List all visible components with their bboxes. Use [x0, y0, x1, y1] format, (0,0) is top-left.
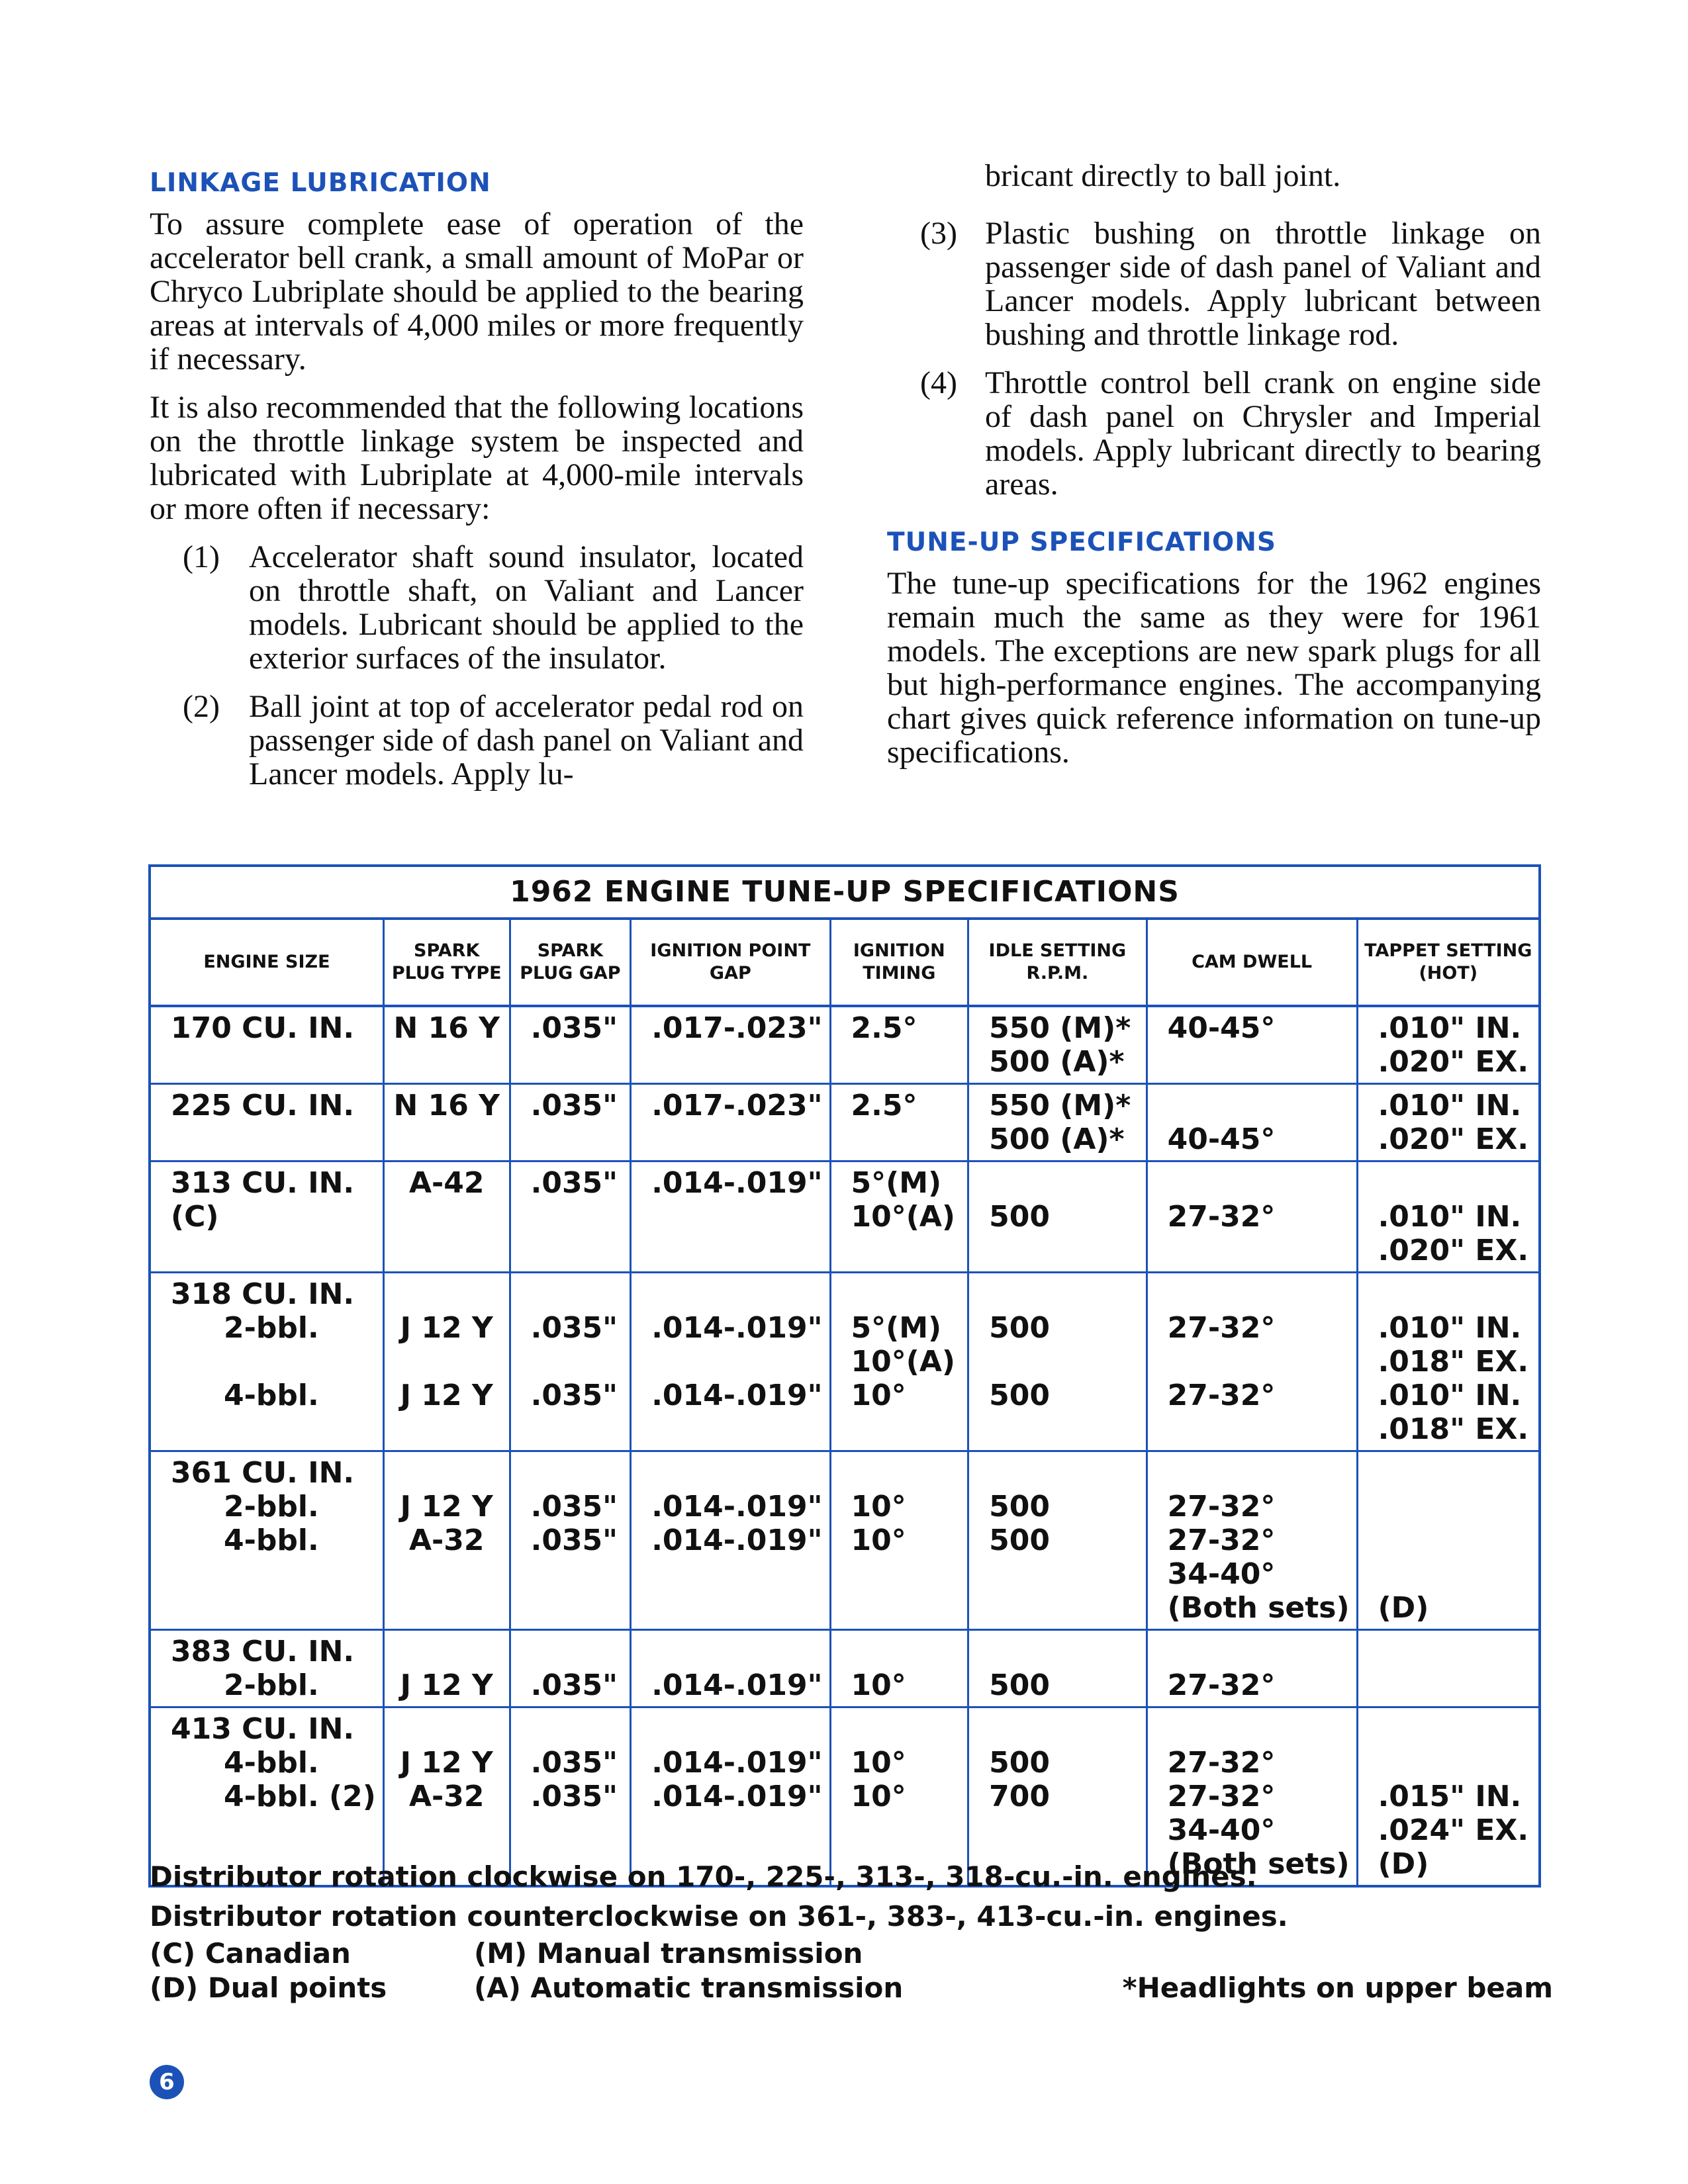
- engine-size-cell: [150, 1630, 383, 1707]
- column-header: IGNITION POINT GAP: [631, 919, 830, 1006]
- column-header: IGNITION TIMING: [830, 919, 968, 1006]
- cam-dwell-cell: [1147, 1630, 1357, 1707]
- cam-dwell-cell: [1147, 1451, 1357, 1630]
- cell-line: [1378, 1524, 1532, 1557]
- cell-line: 500 (A)*: [989, 1045, 1125, 1079]
- ignition-point-gap-cell: [631, 1006, 830, 1084]
- cell-line: [1168, 1635, 1350, 1668]
- tappet-setting-cell: [1357, 1273, 1540, 1451]
- list-text: Plastic bushing on throttle linkage on passenger side of dash panel of Valiant and Lancer models. Apply lubricant between bushing and throttle linkage rod.: [985, 216, 1541, 352]
- cell-line: 27-32°: [1167, 1490, 1276, 1524]
- ignition-timing-cell: [830, 1006, 968, 1084]
- cam-dwell-cell: [1147, 1084, 1357, 1161]
- spark-plug-type-cell: [383, 1451, 510, 1630]
- cell-line: 383 CU. IN.: [171, 1635, 355, 1668]
- cell-line: .024" EX.: [1378, 1813, 1529, 1847]
- cell-line: .035": [530, 1166, 618, 1200]
- cell-line: 500: [989, 1524, 1050, 1557]
- cell-line: .014-.019": [651, 1379, 823, 1412]
- cell-line: [389, 1712, 505, 1746]
- cell-line: 27-32°: [1167, 1668, 1276, 1702]
- cell-line: .035": [530, 1524, 618, 1557]
- cell-line: 10°: [851, 1524, 906, 1557]
- engine-size-cell: [150, 1451, 383, 1630]
- engine-size-cell: [150, 1006, 383, 1084]
- right-column: [887, 159, 1541, 784]
- cell-line: 10°: [851, 1490, 906, 1524]
- cell-line: [1168, 1277, 1350, 1311]
- linkage-paragraph-1: To assure complete ease of operation of the accelerator bell crank, a small amount of MoPar or Chryco Lubriplate should be applied to the bearing areas at intervals of 4,000 miles or more frequently if necessary.: [150, 206, 804, 377]
- cell-line: 500: [989, 1668, 1050, 1702]
- cell-line: 27-32°: [1167, 1311, 1276, 1345]
- left-column: [150, 159, 804, 805]
- cell-line: [1378, 1668, 1532, 1702]
- cell-line: 550 (M)*: [989, 1011, 1131, 1045]
- cell-line: .010" IN.: [1378, 1311, 1522, 1345]
- ignition-timing-cell: [830, 1273, 968, 1451]
- cell-line: 550 (M)*: [989, 1089, 1131, 1122]
- tappet-setting-cell: [1357, 1084, 1540, 1161]
- cell-line: .010" IN.: [1378, 1011, 1522, 1045]
- cell-line: [1378, 1712, 1532, 1746]
- cell-line: 4-bbl.: [224, 1524, 319, 1557]
- cell-line: .018" EX.: [1378, 1412, 1529, 1446]
- cell-line: [1378, 1277, 1532, 1311]
- cell-line: [389, 1635, 505, 1668]
- cell-line: 4-bbl.: [224, 1379, 319, 1412]
- cell-line: [989, 1345, 1139, 1379]
- table-row: [150, 1006, 1540, 1084]
- cell-line: (D): [1378, 1591, 1429, 1625]
- cell-line: .035": [530, 1780, 618, 1813]
- cam-dwell-cell: [1147, 1273, 1357, 1451]
- idle-setting-cell: [968, 1006, 1147, 1084]
- cell-line: .017-.023": [651, 1011, 823, 1045]
- cell-line: .014-.019": [651, 1490, 823, 1524]
- spark-plug-gap-cell: [510, 1084, 631, 1161]
- column-header: ENGINE SIZE: [150, 919, 383, 1006]
- cell-line: 27-32°: [1167, 1524, 1276, 1557]
- cell-line: [1168, 1712, 1350, 1746]
- table-row: [150, 1161, 1540, 1273]
- list-text: Ball joint at top of accelerator pedal rod on passenger side of dash panel on Valiant and Lancer models. Apply lu-: [249, 689, 804, 792]
- spark-plug-type-cell: [383, 1273, 510, 1451]
- cell-line: .035": [530, 1379, 618, 1412]
- cell-line: .014-.019": [651, 1780, 823, 1813]
- cell-line: 2-bbl.: [224, 1490, 319, 1524]
- ignition-timing-cell: [830, 1451, 968, 1630]
- cell-line: 10°(A): [851, 1200, 956, 1234]
- idle-setting-cell: [968, 1273, 1147, 1451]
- cell-line: 10°: [851, 1780, 906, 1813]
- note-clockwise: Distributor rotation clockwise on 170-, 225-, 313-, 318-cu.-in. engines.: [150, 1860, 1257, 1893]
- cell-line: A-32: [408, 1780, 485, 1813]
- ignition-point-gap-cell: [631, 1451, 830, 1630]
- list-text: Accelerator shaft sound insulator, located on throttle shaft, on Valiant and Lancer models. Lubricant should be applied to the exterior surfaces of the insulator.: [249, 539, 804, 676]
- cell-line: 700: [989, 1780, 1050, 1813]
- cell-line: [1378, 1635, 1532, 1668]
- cell-line: [1168, 1456, 1350, 1490]
- cell-line: 2-bbl.: [224, 1668, 319, 1702]
- list-text: Throttle control bell crank on engine side of dash panel on Chrysler and Imperial models. Apply lubricant directly to bearing areas.: [985, 365, 1541, 502]
- cell-line: [851, 1712, 961, 1746]
- tune-up-specifications-table: [148, 864, 1541, 1888]
- list-number: (2): [183, 689, 220, 724]
- cell-line: [1378, 1166, 1532, 1200]
- legend-row: [150, 1971, 1553, 2005]
- table-row: [150, 1084, 1540, 1161]
- legend-dual-points: (D) Dual points: [150, 1972, 387, 2004]
- list-item: [150, 690, 804, 791]
- cam-dwell-cell: [1147, 1006, 1357, 1084]
- cell-line: 413 CU. IN.: [171, 1712, 355, 1746]
- cell-line: .014-.019": [651, 1746, 823, 1780]
- idle-setting-cell: [968, 1630, 1147, 1707]
- table-notes: [150, 1857, 1553, 2005]
- ignition-point-gap-cell: [631, 1273, 830, 1451]
- engine-size-cell: [150, 1273, 383, 1451]
- cell-line: 2.5°: [851, 1089, 917, 1122]
- column-header: SPARK PLUG TYPE: [383, 919, 510, 1006]
- cell-line: 27-32°: [1167, 1379, 1276, 1412]
- cell-line: 5°(M): [851, 1166, 942, 1200]
- cell-line: [1378, 1490, 1532, 1524]
- cell-line: [989, 1277, 1139, 1311]
- cell-line: .035": [530, 1490, 618, 1524]
- engine-size-cell: [150, 1084, 383, 1161]
- cell-line: (Both sets): [1167, 1591, 1350, 1625]
- cell-line: [651, 1277, 822, 1311]
- cell-line: J 12 Y: [400, 1311, 493, 1345]
- cell-line: .014-.019": [651, 1311, 823, 1345]
- idle-setting-cell: [968, 1161, 1147, 1273]
- cell-line: 318 CU. IN.: [171, 1277, 355, 1311]
- cell-line: J 12 Y: [400, 1379, 493, 1412]
- cell-line: [531, 1456, 624, 1490]
- spark-plug-gap-cell: [510, 1451, 631, 1630]
- table-row: [150, 1630, 1540, 1707]
- cell-line: [989, 1712, 1139, 1746]
- cell-line: 361 CU. IN.: [171, 1456, 355, 1490]
- linkage-paragraph-2: It is also recommended that the following locations on the throttle linkage system be inspected and lubricated with Lubriplate at 4,000-mile intervals or more often if necessary:: [150, 390, 804, 526]
- list-item: [150, 540, 804, 675]
- cell-line: [1168, 1345, 1350, 1379]
- column-header: CAM DWELL: [1147, 919, 1357, 1006]
- tappet-setting-cell: [1357, 1630, 1540, 1707]
- cell-line: .035": [530, 1668, 618, 1702]
- cell-line: 10°: [851, 1668, 906, 1702]
- table-body: [150, 1006, 1540, 1886]
- cell-line: 34-40°: [1167, 1813, 1276, 1847]
- ignition-point-gap-cell: [631, 1630, 830, 1707]
- cell-line: A-32: [408, 1524, 485, 1557]
- cell-line: [1168, 1089, 1350, 1122]
- cell-line: [531, 1345, 624, 1379]
- cell-line: 500: [989, 1490, 1050, 1524]
- cell-line: 27-32°: [1167, 1780, 1276, 1813]
- cell-line: [989, 1456, 1139, 1490]
- tappet-setting-cell: [1357, 1451, 1540, 1630]
- cell-line: [851, 1277, 961, 1311]
- cell-line: .035": [530, 1746, 618, 1780]
- cell-line: [531, 1277, 624, 1311]
- cell-line: 34-40°: [1167, 1557, 1276, 1591]
- cell-line: 5°(M): [851, 1311, 942, 1345]
- cell-line: .035": [530, 1311, 618, 1345]
- cell-line: 10°: [851, 1746, 906, 1780]
- cell-line: 500: [989, 1746, 1050, 1780]
- cell-line: 500 (A)*: [989, 1122, 1125, 1156]
- list-number: (1): [183, 539, 220, 574]
- cell-line: .014-.019": [651, 1668, 823, 1702]
- cell-line: [531, 1712, 624, 1746]
- cell-line: 500: [989, 1200, 1050, 1234]
- cell-line: (D): [1378, 1847, 1429, 1881]
- ignition-point-gap-cell: [631, 1084, 830, 1161]
- cell-line: [651, 1635, 822, 1668]
- idle-setting-cell: [968, 1084, 1147, 1161]
- cell-line: .020" EX.: [1378, 1234, 1529, 1267]
- cell-line: .035": [530, 1011, 618, 1045]
- cell-line: [989, 1166, 1139, 1200]
- cell-line: 40-45°: [1167, 1122, 1276, 1156]
- spark-plug-gap-cell: [510, 1630, 631, 1707]
- cell-line: [389, 1345, 505, 1379]
- cell-line: 10°(A): [851, 1345, 956, 1379]
- legend-row: [150, 1936, 1553, 1971]
- cell-line: 225 CU. IN.: [171, 1089, 355, 1122]
- page-number-badge: 6: [150, 2065, 184, 2099]
- idle-setting-cell: [968, 1451, 1147, 1630]
- legend-headlights: *Headlights on upper beam: [1122, 1972, 1553, 2004]
- cell-line: 500: [989, 1379, 1050, 1412]
- cell-line: 4-bbl. (2): [224, 1780, 376, 1813]
- tappet-setting-cell: [1357, 1006, 1540, 1084]
- legend-automatic: (A) Automatic transmission: [474, 1972, 904, 2004]
- tune-up-table-wrapper: [148, 864, 1541, 1888]
- table-row: [150, 1273, 1540, 1451]
- cell-line: .020" EX.: [1378, 1045, 1529, 1079]
- cell-line: 2-bbl.: [224, 1311, 319, 1345]
- cell-line: [651, 1345, 822, 1379]
- list-number: (3): [920, 216, 957, 251]
- cell-line: A-42: [408, 1166, 485, 1200]
- cell-line: .014-.019": [651, 1166, 823, 1200]
- cam-dwell-cell: [1147, 1161, 1357, 1273]
- cell-line: (C): [171, 1200, 219, 1234]
- legend-manual: (M) Manual transmission: [474, 1937, 863, 1970]
- spark-plug-type-cell: [383, 1161, 510, 1273]
- cell-line: [389, 1456, 505, 1490]
- list-number: (4): [920, 365, 957, 400]
- list-item: [887, 216, 1541, 351]
- spark-plug-gap-cell: [510, 1006, 631, 1084]
- cell-line: 40-45°: [1167, 1011, 1276, 1045]
- cell-line: .015" IN.: [1378, 1780, 1522, 1813]
- cell-line: [989, 1635, 1139, 1668]
- cell-line: .035": [530, 1089, 618, 1122]
- tune-up-specifications-heading: TUNE-UP SPECIFICATIONS: [887, 527, 1276, 557]
- note-counterclockwise: Distributor rotation counterclockwise on 361-, 383-, 413-cu.-in. engines.: [150, 1900, 1288, 1933]
- cell-line: [851, 1456, 961, 1490]
- cell-line: 27-32°: [1167, 1200, 1276, 1234]
- table-row: [150, 1451, 1540, 1630]
- legend-canadian: (C) Canadian: [150, 1937, 351, 1970]
- cell-line: [171, 1345, 376, 1379]
- column-header: TAPPET SETTING (HOT): [1357, 919, 1540, 1006]
- column-header: IDLE SETTING R.P.M.: [968, 919, 1147, 1006]
- engine-size-cell: [150, 1161, 383, 1273]
- cell-line: .017-.023": [651, 1089, 823, 1122]
- cell-line: (Both sets): [1167, 1847, 1350, 1881]
- cell-line: [651, 1456, 822, 1490]
- cell-line: [851, 1635, 961, 1668]
- cell-line: .010" IN.: [1378, 1379, 1522, 1412]
- cell-line: 313 CU. IN.: [171, 1166, 355, 1200]
- cell-line: .014-.019": [651, 1524, 823, 1557]
- cell-line: .018" EX.: [1378, 1345, 1529, 1379]
- cell-line: N 16 Y: [393, 1011, 500, 1045]
- cell-line: [1168, 1166, 1350, 1200]
- cell-line: 500: [989, 1311, 1050, 1345]
- ignition-timing-cell: [830, 1161, 968, 1273]
- cell-line: [531, 1635, 624, 1668]
- cell-line: 2.5°: [851, 1011, 917, 1045]
- ignition-timing-cell: [830, 1084, 968, 1161]
- table-title: 1962 ENGINE TUNE-UP SPECIFICATIONS: [150, 866, 1540, 919]
- cell-line: 27-32°: [1167, 1746, 1276, 1780]
- spark-plug-type-cell: [383, 1006, 510, 1084]
- list-item: [887, 366, 1541, 501]
- cell-line: J 12 Y: [400, 1490, 493, 1524]
- cell-line: .020" EX.: [1378, 1122, 1529, 1156]
- cell-line: [1378, 1456, 1532, 1490]
- list-item-continuation: bricant directly to ball joint.: [985, 158, 1341, 193]
- cell-line: 10°: [851, 1379, 906, 1412]
- ignition-timing-cell: [830, 1630, 968, 1707]
- cell-line: .010" IN.: [1378, 1200, 1522, 1234]
- spark-plug-gap-cell: [510, 1273, 631, 1451]
- cell-line: .010" IN.: [1378, 1089, 1522, 1122]
- column-header: SPARK PLUG GAP: [510, 919, 631, 1006]
- tappet-setting-cell: [1357, 1161, 1540, 1273]
- cell-line: [651, 1712, 822, 1746]
- linkage-lubrication-heading: LINKAGE LUBRICATION: [150, 168, 491, 198]
- tune-up-paragraph: The tune-up specifications for the 1962 engines remain much the same as they were for 1961 models. The exceptions are new spark plugs for all but high-performance engines. The accompanying chart gives quick reference information on tune-up specifications.: [887, 566, 1541, 770]
- spark-plug-gap-cell: [510, 1161, 631, 1273]
- cell-line: N 16 Y: [393, 1089, 500, 1122]
- cell-line: 170 CU. IN.: [171, 1011, 355, 1045]
- cell-line: [1378, 1557, 1532, 1591]
- cell-line: J 12 Y: [400, 1746, 493, 1780]
- ignition-point-gap-cell: [631, 1161, 830, 1273]
- spark-plug-type-cell: [383, 1084, 510, 1161]
- cell-line: [1378, 1746, 1532, 1780]
- spark-plug-type-cell: [383, 1630, 510, 1707]
- cell-line: 4-bbl.: [224, 1746, 319, 1780]
- cell-line: J 12 Y: [400, 1668, 493, 1702]
- cell-line: [389, 1277, 505, 1311]
